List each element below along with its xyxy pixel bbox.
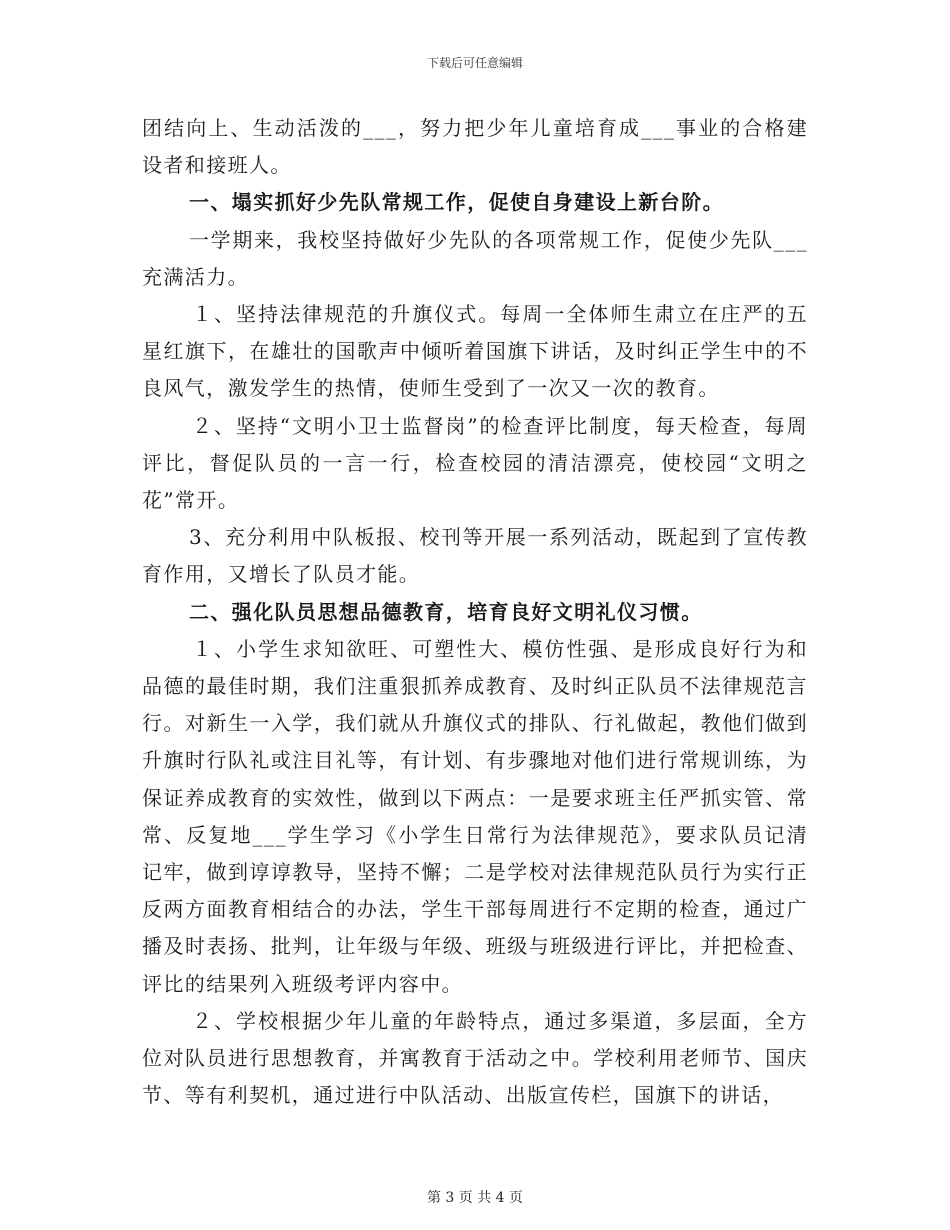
document-body [142,110,808,1114]
list-item-3: 3、充分利用中队板报、校刊等开展一系列活动，既起到了宣传教育作用，又增长了队员才能。 [142,525,808,587]
paragraph: 一学期来，我校坚持做好少先队的各项常规工作，促使少先队___充满活力。 [142,227,808,289]
page-header: 下载后可任意编辑 [426,56,523,70]
list-item-1: １、小学生求知欲旺、可塑性大、模仿性强、是形成良好行为和品德的最佳时期，我们注重狠抓养成教育、及时纠正队员不法律规范言行。对新生一入学，我们就从升旗仪式的排队、行礼做起，教他们做到升旗时行队礼或注目礼等，有计划、有步骤地对他们进行常规训练，为保证养成教育的实效性，做到以下两点：一是要求班主任严抓实管、常常、反复地___学生学习《小学生日常行为法律规范》，要求队员记清记牢，做到谆谆教导，坚持不懈；二是学校对法律规范队员行为实行正反两方面教育相结合的办法，学生干部每周进行不定期的检查，通过广播及时表扬、批判，让年级与年级、班级与班级进行评比，并把检查、评比的结果列入班级考评内容中。 [142,636,808,996]
list-item-1: １、坚持法律规范的升旗仪式。每周一全体师生肃立在庄严的五星红旗下，在雄壮的国歌声中倾听着国旗下讲话，及时纠正学生中的不良风气，激发学生的热情，使师生受到了一次又一次的教育。 [142,302,808,401]
section-heading-2: 二、强化队员思想品德教育，培育良好文明礼仪习惯。 [189,599,703,624]
page-footer: 第 3 页 共 4 页 [426,1190,524,1206]
list-item-2: ２、学校根据少年儿童的年龄特点，通过多渠道，多层面，全方位对队员进行思想教育，并寓教育于活动之中。学校利用老师节、国庆节、等有利契机，通过进行中队活动、出版宣传栏，国旗下的讲话， [142,1008,808,1108]
list-item-2: ２、坚持“文明小卫士监督岗”的检查评比制度，每天检查，每周评比，督促队员的一言一行，检查校园的清洁漂亮，使校园“文明之花”常开。 [142,413,808,513]
paragraph-continuation: 团结向上、生动活泼的___，努力把少年儿童培育成___事业的合格建设者和接班人。 [142,116,808,178]
section-heading-1: 一、塌实抓好少先队常规工作，促使自身建设上新台阶。 [189,190,724,215]
